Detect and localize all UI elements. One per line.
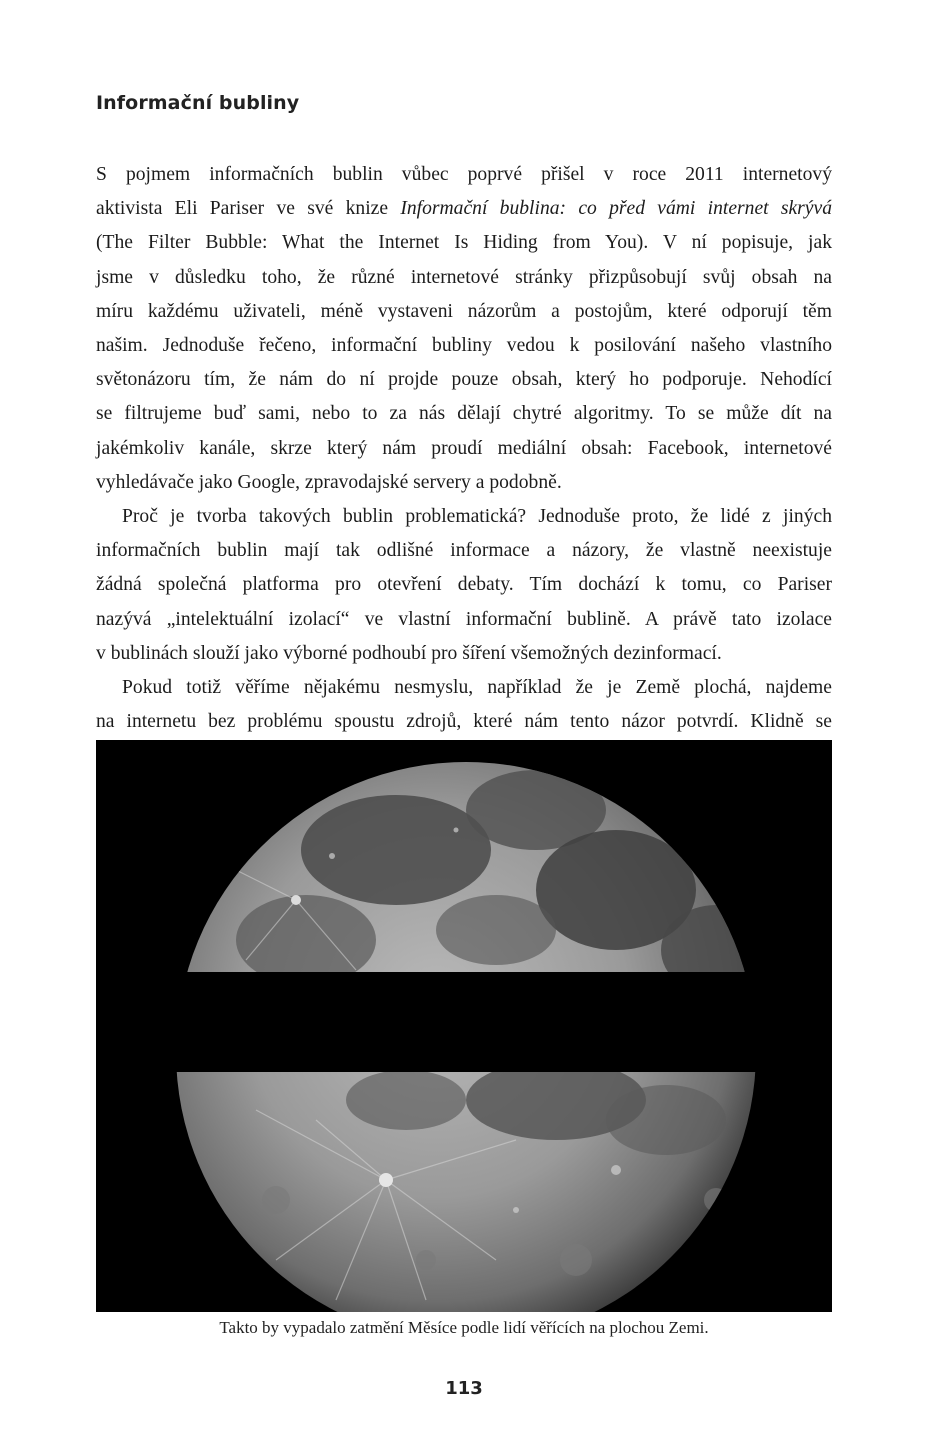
moon-eclipse-figure (96, 740, 832, 1312)
figure-caption: Takto by vypadalo zatmění Měsíce podle lidí věřících na plochou Zemi. (219, 1318, 709, 1337)
text-line: žádná společná platforma pro otevření debaty. Tím dochází k tomu, co Pariser (96, 574, 832, 596)
text-line: vyhledávače jako Google, zpravodajské servery a podobně. (96, 471, 562, 493)
text-line: Pokud totiž věříme nějakému nesmyslu, například že je Země plochá, najdeme (122, 677, 832, 699)
text-line: míru každému uživateli, méně vystaveni názorům a postojům, které odporují těm (96, 300, 832, 322)
text-line: (The Filter Bubble: What the Internet Is Hiding from You). V ní popisuje, jak (96, 232, 832, 254)
book-title: Informační bublina: co před vámi internet skrývá (400, 198, 832, 220)
text-line: Proč je tvorba takových bublin problematická? Jednoduše proto, že lidé z jiných (122, 506, 832, 528)
moon-eclipse-image (96, 740, 832, 1312)
text-line: jakémkoliv kanále, skrze který nám proudí mediální obsah: Facebook, internetové (96, 437, 832, 459)
section-heading: Informační bubliny (96, 92, 300, 114)
text-line: jsme v důsledku toho, že různé internetové stránky přizpůsobují svůj obsah na (96, 266, 832, 288)
text-line: nazývá „intelektuální izolací“ ve vlastní informační bublině. A právě tato izolace (96, 608, 832, 630)
text-line: na internetu bez problému spoustu zdrojů, které nám tento názor potvrdí. Klidně se (96, 711, 832, 733)
text-line: našim. Jednoduše řečeno, informační bubliny vedou k posilování našeho vlastního (96, 335, 832, 357)
text-line: se filtrujeme buď sami, nebo to za nás dělají chytré algoritmy. To se může dít na (96, 403, 832, 425)
text-line: v bublinách slouží jako výborné podhoubí pro šíření všemožných dezinformací. (96, 642, 722, 664)
text-line: S pojmem informačních bublin vůbec poprvé přišel v roce 2011 internetový (96, 164, 832, 185)
page-number: 113 (445, 1378, 483, 1399)
text-line: aktivista Eli Pariser ve své knize Informační bublina: co před vámi internet skrývá (96, 198, 832, 220)
text-line: světonázoru tím, že nám do ní projde pouze obsah, který ho podporuje. Nehodící (96, 369, 832, 391)
paragraph-1 (96, 158, 832, 500)
text-line: informačních bublin mají tak odlišné informace a názory, že vlastně neexistuje (96, 540, 832, 562)
paragraph-3 (96, 671, 832, 739)
body-text (96, 158, 832, 739)
flat-earth-shadow (96, 972, 832, 1072)
paragraph-2 (96, 500, 832, 671)
